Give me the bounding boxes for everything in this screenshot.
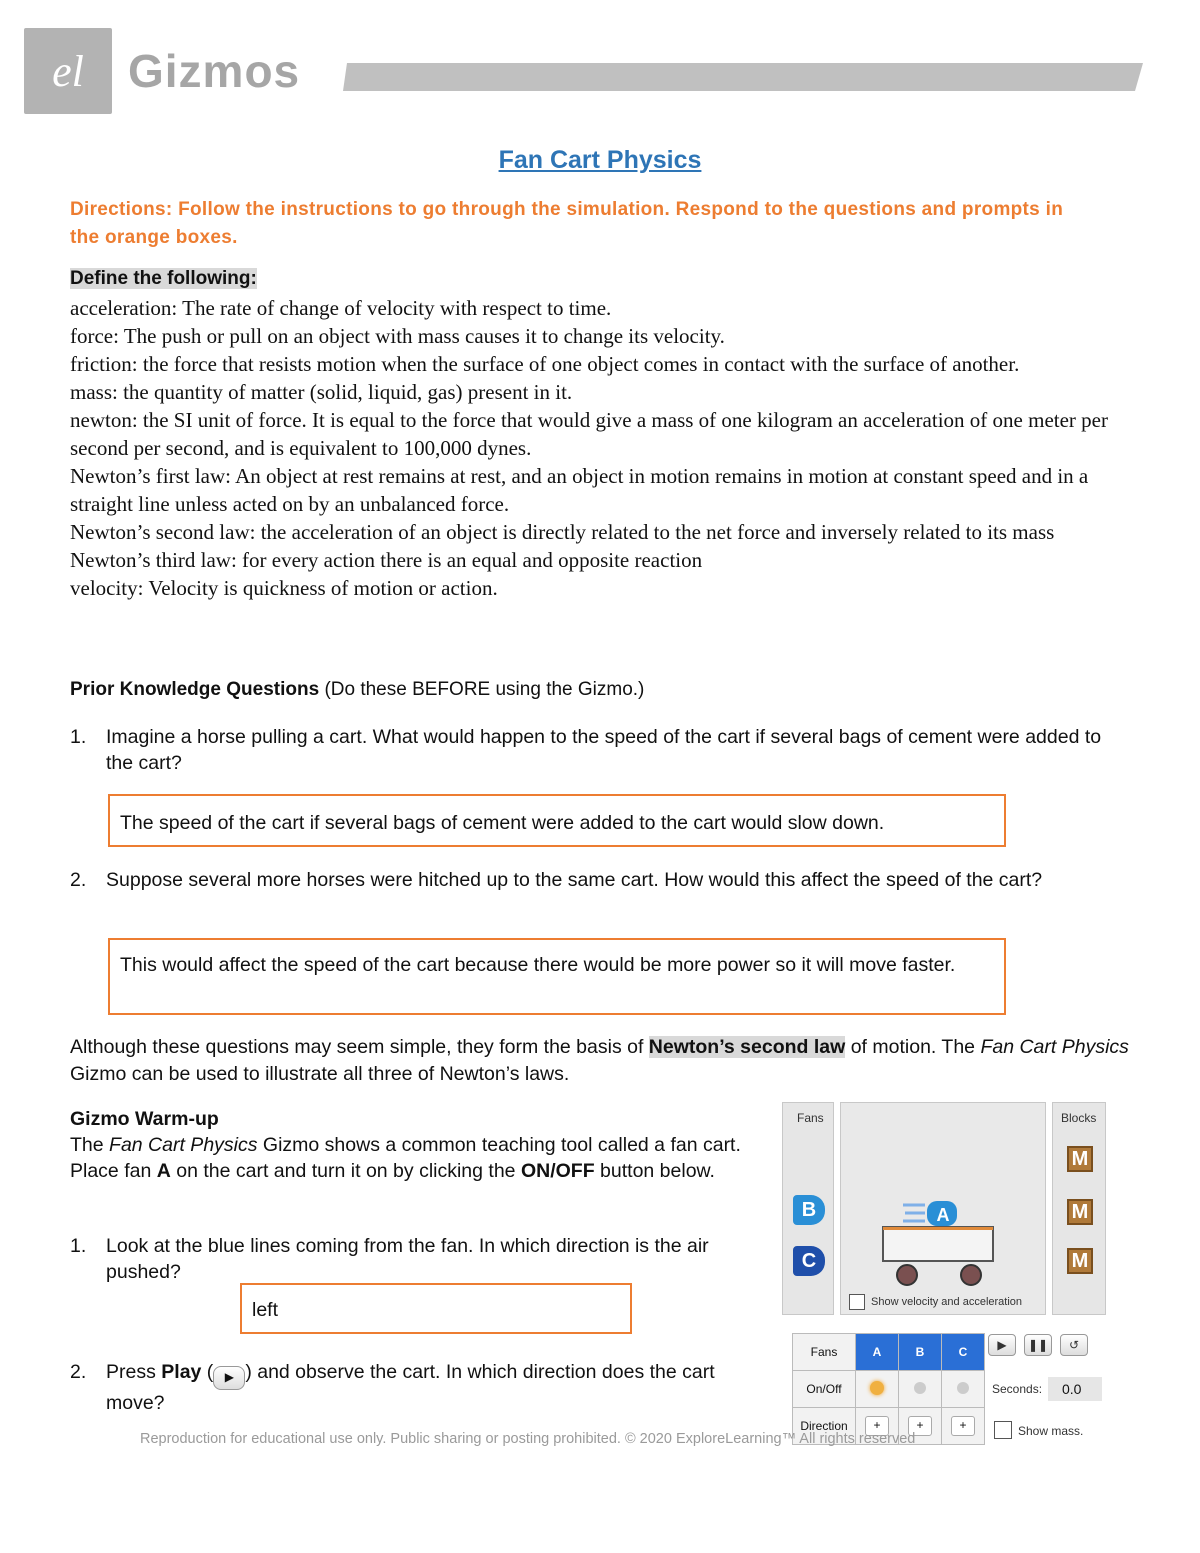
- prior-question-2: 2. Suppose several more horses were hitched up to the same cart. How would this affect the speed of the cart?: [70, 869, 1043, 891]
- definition-newton: newton: the SI unit of force. It is equal to the force that would give a mass of one kilogram an acceleration of one meter per second per second, and is equivalent to 100,000 dynes.: [70, 408, 1108, 460]
- col-b-header: B: [899, 1334, 942, 1371]
- definition-friction: friction: the force that resists motion when the surface of one object comes in contact with the surface of another.: [70, 352, 1020, 376]
- prior-knowledge-heading: Prior Knowledge Questions (Do these BEFORE using the Gizmo.): [70, 679, 645, 700]
- play-icon: ▶: [997, 1338, 1007, 1352]
- show-mass-label: Show mass.: [1018, 1424, 1084, 1438]
- answer-box-2[interactable]: This would affect the speed of the cart because there would be more power so it will move faster.: [108, 938, 1006, 1015]
- show-velocity-checkbox[interactable]: [849, 1294, 865, 1310]
- power-on-icon: [870, 1381, 884, 1395]
- gizmo-simulation: [782, 1102, 1106, 1315]
- svg-text:A: A: [936, 1205, 950, 1225]
- newton-paragraph: Although these questions may seem simple, they form the basis of Newton’s second law of motion. The Fan Cart Physics Gizmo can be used to illustrate all three of Newton’s laws.: [70, 1036, 1129, 1085]
- seconds-label: Seconds:: [992, 1382, 1043, 1396]
- mass-block-3[interactable]: M: [1067, 1248, 1093, 1274]
- seconds-display: 0.0: [1048, 1377, 1102, 1401]
- gizmo-control-table: [792, 1333, 985, 1445]
- show-mass-checkbox[interactable]: [994, 1421, 1012, 1439]
- definition-acceleration: acceleration: The rate of change of velocity with respect to time.: [70, 296, 612, 320]
- definitions-list: [70, 294, 1140, 602]
- reset-icon: ↺: [1068, 1338, 1080, 1352]
- direction-a-button[interactable]: +: [856, 1408, 899, 1445]
- power-off-icon: [957, 1382, 969, 1394]
- track-area: A Show velocity and acceleration: [840, 1102, 1046, 1315]
- direction-c-button[interactable]: +: [942, 1408, 985, 1445]
- onoff-a-button[interactable]: [856, 1371, 899, 1408]
- footer-copyright: Reproduction for educational use only. Public sharing or posting prohibited. © 2020 ExploreLearning™ All rights reserved: [140, 1431, 916, 1447]
- fans-header: Fans: [793, 1334, 856, 1371]
- definition-third-law: Newton’s third law: for every action there is an equal and opposite reaction: [70, 548, 703, 572]
- blocks-panel: Blocks M M M: [1052, 1102, 1106, 1315]
- power-off-icon: [914, 1382, 926, 1394]
- fan-b-icon[interactable]: B: [793, 1195, 825, 1225]
- page-title: Fan Cart Physics: [498, 146, 702, 174]
- play-icon: ▶: [213, 1366, 245, 1390]
- warmup-intro: The Fan Cart Physics Gizmo shows a common teaching tool called a fan cart. Place fan A on the cart and turn it on by clicking the ON/OFF button below.: [70, 1134, 741, 1182]
- warmup-section: [70, 1106, 760, 1184]
- fans-panel: Fans B C: [782, 1102, 834, 1315]
- warmup-question-2: 2. Press Play ( ▶ ) and observe the cart. In which direction does the cart move?: [70, 1361, 715, 1414]
- definition-velocity: velocity: Velocity is quickness of motion or action.: [70, 576, 498, 600]
- onoff-b-button[interactable]: [899, 1371, 942, 1408]
- direction-label: Direction: [793, 1408, 856, 1445]
- play-button[interactable]: [988, 1334, 1016, 1356]
- definition-mass: mass: the quantity of matter (solid, liquid, gas) present in it.: [70, 380, 573, 404]
- gizmos-brand: Gizmos: [128, 45, 301, 97]
- answer-box-warmup-1[interactable]: left: [240, 1283, 632, 1334]
- definition-force: force: The push or pull on an object with mass causes it to change its velocity.: [70, 324, 725, 348]
- reset-button[interactable]: [1060, 1334, 1088, 1356]
- definition-first-law: Newton’s first law: An object at rest remains at rest, and an object in motion remains in motion at constant speed and in a straight line unless acted on by an unbalanced force.: [70, 464, 1089, 516]
- pause-button[interactable]: [1024, 1334, 1052, 1356]
- answer-box-1[interactable]: The speed of the cart if several bags of cement were added to the cart would slow down.: [108, 794, 1006, 847]
- direction-b-button[interactable]: +: [899, 1408, 942, 1445]
- mass-block-1[interactable]: M: [1067, 1146, 1093, 1172]
- logo-mark-icon: [24, 28, 112, 114]
- svg-text:el: el: [52, 47, 84, 96]
- definition-second-law: Newton’s second law: the acceleration of an object is directly related to the net force and inversely related to its mass: [70, 520, 1055, 544]
- col-c-header: C: [942, 1334, 985, 1371]
- definitions-heading: Define the following:: [70, 268, 257, 289]
- fan-c-icon[interactable]: C: [793, 1246, 825, 1276]
- directions: Directions: Follow the instructions to go through the simulation. Respond to the questions and prompts in the orange boxes.: [70, 199, 1064, 248]
- warmup-question-1: 1. Look at the blue lines coming from the fan. In which direction is the air pushed?: [70, 1235, 709, 1283]
- warmup-heading: Gizmo Warm-up: [70, 1108, 219, 1130]
- prior-question-1: 1. Imagine a horse pulling a cart. What would happen to the speed of the cart if several bags of cement were added to the cart?: [70, 726, 1102, 774]
- onoff-c-button[interactable]: [942, 1371, 985, 1408]
- onoff-label: On/Off: [793, 1371, 856, 1408]
- header-bar: [343, 63, 1143, 91]
- col-a-header: A: [856, 1334, 899, 1371]
- explorelearning-logo: [24, 28, 112, 114]
- pause-icon: ❚❚: [1027, 1338, 1049, 1352]
- mass-block-2[interactable]: M: [1067, 1199, 1093, 1225]
- fan-cart-icon: [841, 1103, 1047, 1316]
